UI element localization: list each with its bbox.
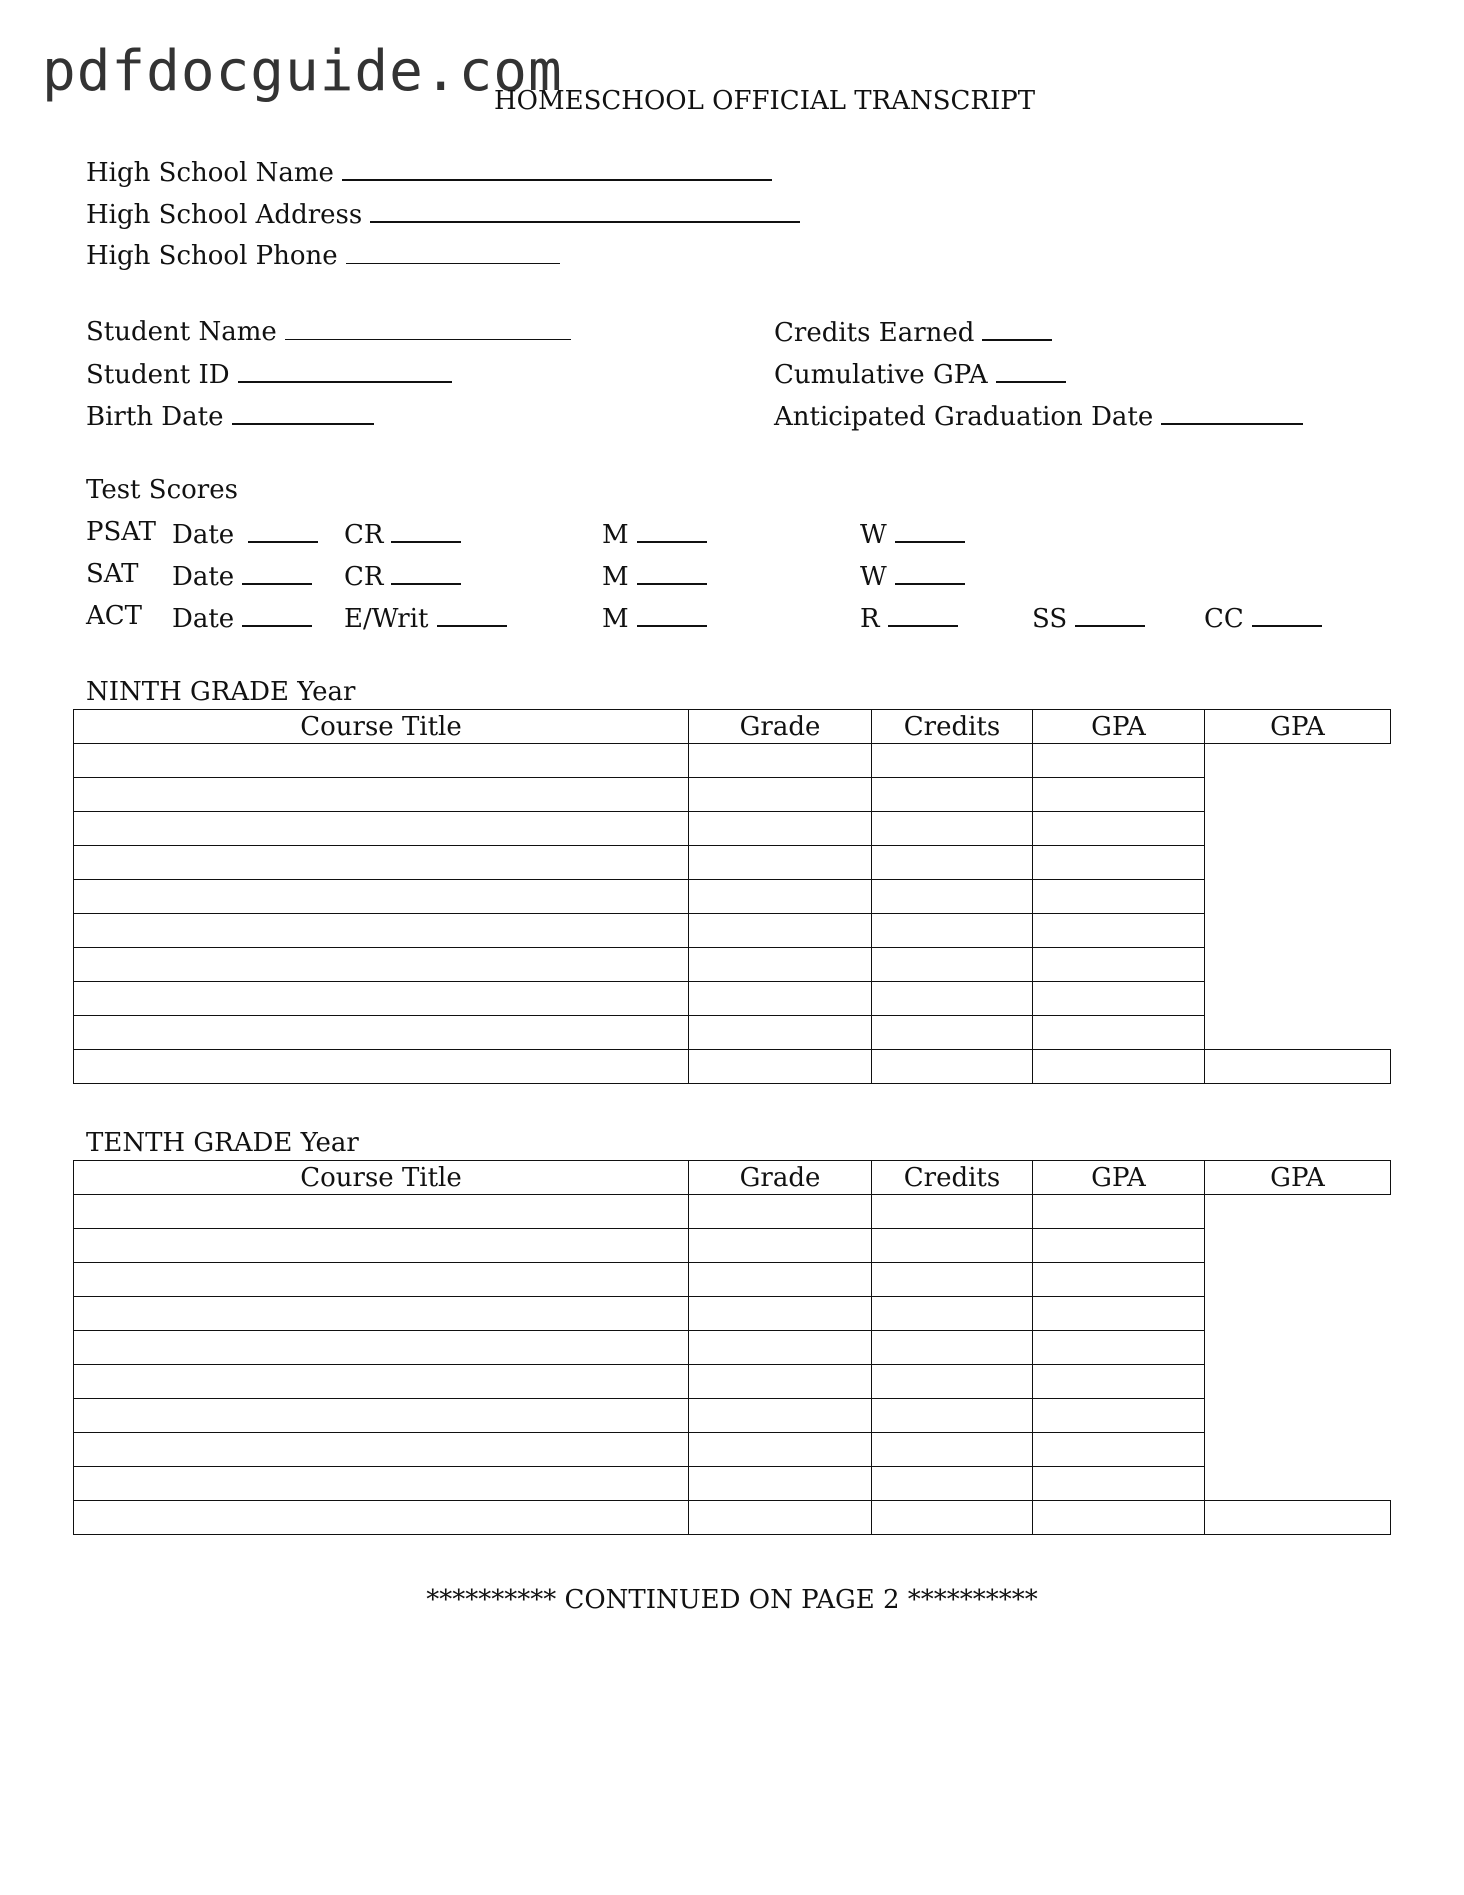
table-row [74, 914, 1391, 948]
gpa-total-cell [1205, 1297, 1391, 1331]
course-title-cell[interactable] [74, 1331, 689, 1365]
test-date: Date [172, 603, 312, 632]
test-score-field[interactable] [1252, 603, 1322, 627]
test-score-field[interactable] [391, 519, 461, 543]
grade-cell[interactable] [689, 1331, 872, 1365]
credits-cell[interactable] [872, 1501, 1033, 1535]
gpa-cell[interactable] [1033, 880, 1205, 914]
test-score: SS [1032, 603, 1145, 632]
test-score: CR [344, 519, 461, 548]
gpa-cell[interactable] [1033, 982, 1205, 1016]
course-title-cell[interactable] [74, 1399, 689, 1433]
course-title-cell[interactable] [74, 1050, 689, 1084]
gpa-total-cell[interactable] [1205, 1501, 1391, 1535]
student-id-field[interactable] [238, 359, 452, 383]
column-header: GPA [1205, 710, 1391, 744]
course-title-cell[interactable] [74, 1501, 689, 1535]
school-name-field[interactable] [342, 157, 772, 181]
school-address-line [86, 199, 800, 228]
gpa-cell[interactable] [1033, 812, 1205, 846]
table-row [74, 1365, 1391, 1399]
credits-cell[interactable] [872, 1263, 1033, 1297]
credits-cell[interactable] [872, 914, 1033, 948]
column-header: Course Title [74, 710, 689, 744]
cumulative-gpa-field[interactable] [996, 359, 1066, 383]
credits-cell[interactable] [872, 1365, 1033, 1399]
gpa-total-cell [1205, 1467, 1391, 1501]
test-score: M [602, 603, 707, 632]
gpa-cell[interactable] [1033, 1331, 1205, 1365]
course-title-cell[interactable] [74, 880, 689, 914]
test-date-field[interactable] [242, 603, 312, 627]
test-score-field[interactable] [637, 603, 707, 627]
course-title-cell[interactable] [74, 1297, 689, 1331]
student-id-line [86, 359, 452, 388]
grade-cell[interactable] [689, 1195, 872, 1229]
test-scores-heading: Test Scores [86, 475, 238, 505]
table-row [74, 1195, 1391, 1229]
watermark: pdfdocguide.com [42, 39, 563, 104]
gpa-cell[interactable] [1033, 744, 1205, 778]
gpa-total-cell [1205, 1229, 1391, 1263]
gpa-total-cell [1205, 1365, 1391, 1399]
school-name-label: High School Name [86, 158, 334, 188]
test-name: SAT [86, 559, 139, 589]
gpa-total-cell [1205, 880, 1391, 914]
page-title: HOMESCHOOL OFFICIAL TRANSCRIPT [494, 86, 1036, 116]
tenth-grade-table [73, 1160, 1391, 1535]
gpa-cell[interactable] [1033, 1050, 1205, 1084]
course-title-cell[interactable] [74, 846, 689, 880]
grade-cell[interactable] [689, 880, 872, 914]
test-score-field[interactable] [895, 561, 965, 585]
course-title-cell[interactable] [74, 812, 689, 846]
grade-cell[interactable] [689, 1501, 872, 1535]
test-score-field[interactable] [888, 603, 958, 627]
table-row [74, 1399, 1391, 1433]
test-score-field[interactable] [637, 519, 707, 543]
table-row [74, 1331, 1391, 1365]
test-score: CC [1204, 603, 1322, 632]
ninth-grade-table [73, 709, 1391, 1084]
credits-cell[interactable] [872, 846, 1033, 880]
gpa-cell[interactable] [1033, 1263, 1205, 1297]
credits-cell[interactable] [872, 880, 1033, 914]
grade-cell[interactable] [689, 914, 872, 948]
gpa-cell[interactable] [1033, 1501, 1205, 1535]
table-row [74, 1433, 1391, 1467]
credits-cell[interactable] [872, 1467, 1033, 1501]
gpa-cell[interactable] [1033, 1433, 1205, 1467]
table-row [74, 1229, 1391, 1263]
test-date-field[interactable] [248, 519, 318, 543]
gpa-total-cell [1205, 1263, 1391, 1297]
school-address-field[interactable] [370, 199, 800, 223]
test-name: PSAT [86, 517, 157, 547]
cumulative-gpa-line [774, 359, 1066, 388]
course-title-cell[interactable] [74, 1195, 689, 1229]
table-row [74, 948, 1391, 982]
credits-earned-label: Credits Earned [774, 318, 975, 348]
gpa-cell[interactable] [1033, 846, 1205, 880]
credits-cell[interactable] [872, 1050, 1033, 1084]
gpa-cell[interactable] [1033, 1195, 1205, 1229]
continued-note: ********** CONTINUED ON PAGE 2 ********** [426, 1585, 1038, 1615]
course-title-cell[interactable] [74, 948, 689, 982]
table-row [74, 982, 1391, 1016]
grade-cell[interactable] [689, 948, 872, 982]
table-header-row [74, 710, 1391, 744]
gpa-total-cell [1205, 1399, 1391, 1433]
school-phone-label: High School Phone [86, 241, 338, 271]
cumulative-gpa-label: Cumulative GPA [774, 360, 988, 390]
student-name-label: Student Name [86, 317, 277, 347]
course-title-cell[interactable] [74, 778, 689, 812]
course-title-cell[interactable] [74, 1433, 689, 1467]
gpa-cell[interactable] [1033, 1297, 1205, 1331]
birth-date-line [86, 401, 374, 430]
credits-cell[interactable] [872, 1433, 1033, 1467]
test-score: M [602, 519, 707, 548]
gpa-cell[interactable] [1033, 1399, 1205, 1433]
gpa-total-cell [1205, 778, 1391, 812]
test-date-field[interactable] [242, 561, 312, 585]
course-title-cell[interactable] [74, 914, 689, 948]
credits-earned-field[interactable] [982, 317, 1052, 341]
grade-cell[interactable] [689, 1050, 872, 1084]
school-address-label: High School Address [86, 200, 363, 230]
table-header-row [74, 1161, 1391, 1195]
credits-cell[interactable] [872, 812, 1033, 846]
gpa-total-cell [1205, 914, 1391, 948]
credits-cell[interactable] [872, 744, 1033, 778]
grade-cell[interactable] [689, 744, 872, 778]
gpa-total-cell [1205, 812, 1391, 846]
gpa-total-cell [1205, 1195, 1391, 1229]
grade-cell[interactable] [689, 982, 872, 1016]
grade-cell[interactable] [689, 1229, 872, 1263]
course-title-cell[interactable] [74, 1016, 689, 1050]
course-title-cell[interactable] [74, 1263, 689, 1297]
course-title-cell[interactable] [74, 1229, 689, 1263]
table-row [74, 1501, 1391, 1535]
student-name-line [86, 317, 571, 345]
column-header: Grade [689, 710, 872, 744]
tenth-grade-heading: TENTH GRADE Year [86, 1128, 359, 1158]
graduation-date-field[interactable] [1161, 401, 1303, 425]
column-header: GPA [1033, 710, 1205, 744]
gpa-total-cell [1205, 1016, 1391, 1050]
gpa-cell[interactable] [1033, 1365, 1205, 1399]
test-score-field[interactable] [637, 561, 707, 585]
credits-cell[interactable] [872, 1331, 1033, 1365]
student-name-field[interactable] [285, 317, 571, 340]
test-date: Date [172, 561, 312, 590]
grade-cell[interactable] [689, 1297, 872, 1331]
column-header: Credits [872, 710, 1033, 744]
column-header: Credits [872, 1161, 1033, 1195]
grade-cell[interactable] [689, 1433, 872, 1467]
gpa-cell[interactable] [1033, 778, 1205, 812]
grade-cell[interactable] [689, 812, 872, 846]
graduation-date-label: Anticipated Graduation Date [774, 402, 1154, 432]
school-phone-field[interactable] [346, 241, 560, 264]
test-score: M [602, 561, 707, 590]
table-row [74, 1050, 1391, 1084]
table-row [74, 846, 1391, 880]
credits-earned-line [774, 317, 1052, 346]
test-score-field[interactable] [391, 561, 461, 585]
table-row [74, 744, 1391, 778]
grade-cell[interactable] [689, 1365, 872, 1399]
credits-cell[interactable] [872, 1229, 1033, 1263]
column-header: GPA [1033, 1161, 1205, 1195]
gpa-cell[interactable] [1033, 1467, 1205, 1501]
test-score: E/Writ [344, 603, 507, 632]
test-score-field[interactable] [895, 519, 965, 543]
course-title-cell[interactable] [74, 1365, 689, 1399]
test-score: CR [344, 561, 461, 590]
ninth-grade-heading: NINTH GRADE Year [86, 677, 356, 707]
course-title-cell[interactable] [74, 982, 689, 1016]
table-row [74, 778, 1391, 812]
gpa-total-cell[interactable] [1205, 1050, 1391, 1084]
test-name: ACT [86, 601, 143, 631]
school-phone-line [86, 241, 560, 269]
grade-cell[interactable] [689, 846, 872, 880]
test-date: Date [172, 519, 318, 548]
column-header: Course Title [74, 1161, 689, 1195]
table-row [74, 1263, 1391, 1297]
student-id-label: Student ID [86, 360, 230, 390]
course-title-cell[interactable] [74, 744, 689, 778]
test-score: W [860, 561, 965, 590]
grade-cell[interactable] [689, 778, 872, 812]
credits-cell[interactable] [872, 948, 1033, 982]
grade-cell[interactable] [689, 1467, 872, 1501]
test-score: R [860, 603, 958, 632]
credits-cell[interactable] [872, 1297, 1033, 1331]
gpa-cell[interactable] [1033, 948, 1205, 982]
school-name-line [86, 157, 772, 186]
gpa-total-cell [1205, 948, 1391, 982]
graduation-date-line [774, 401, 1303, 430]
credits-cell[interactable] [872, 1195, 1033, 1229]
credits-cell[interactable] [872, 1016, 1033, 1050]
gpa-total-cell [1205, 1433, 1391, 1467]
course-title-cell[interactable] [74, 1467, 689, 1501]
birth-date-label: Birth Date [86, 402, 224, 432]
credits-cell[interactable] [872, 1399, 1033, 1433]
test-score: W [860, 519, 965, 548]
table-row [74, 812, 1391, 846]
gpa-total-cell [1205, 846, 1391, 880]
gpa-total-cell [1205, 1331, 1391, 1365]
test-score-field[interactable] [437, 603, 507, 627]
table-row [74, 1016, 1391, 1050]
gpa-cell[interactable] [1033, 914, 1205, 948]
table-row [74, 1467, 1391, 1501]
grade-cell[interactable] [689, 1399, 872, 1433]
gpa-cell[interactable] [1033, 1016, 1205, 1050]
table-row [74, 1297, 1391, 1331]
gpa-total-cell [1205, 982, 1391, 1016]
column-header: GPA [1205, 1161, 1391, 1195]
grade-cell[interactable] [689, 1263, 872, 1297]
birth-date-field[interactable] [232, 401, 374, 425]
grade-cell[interactable] [689, 1016, 872, 1050]
table-row [74, 880, 1391, 914]
credits-cell[interactable] [872, 778, 1033, 812]
test-score-field[interactable] [1075, 603, 1145, 627]
column-header: Grade [689, 1161, 872, 1195]
credits-cell[interactable] [872, 982, 1033, 1016]
gpa-total-cell [1205, 744, 1391, 778]
gpa-cell[interactable] [1033, 1229, 1205, 1263]
